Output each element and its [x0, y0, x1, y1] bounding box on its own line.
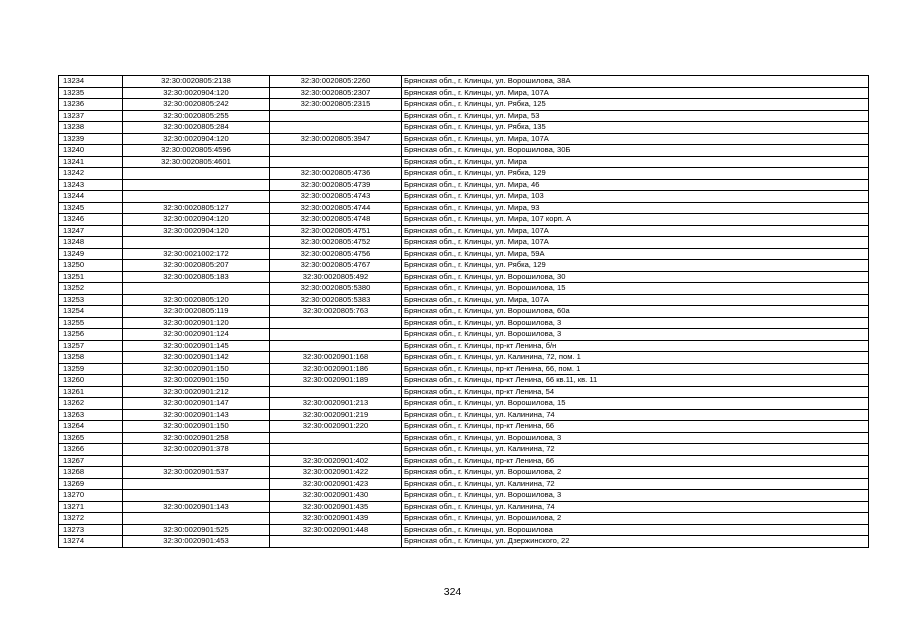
cadastral-number-secondary-cell	[270, 536, 402, 548]
cadastral-number-primary-cell: 32:30:0020901:142	[123, 352, 270, 364]
address-cell: Брянская обл., г. Клинцы, ул. Ворошилова	[402, 524, 869, 536]
row-number-cell: 13252	[59, 283, 123, 295]
row-number-cell: 13257	[59, 340, 123, 352]
table-row	[59, 202, 869, 214]
address-cell: Брянская обл., г. Клинцы, ул. Рябка, 129	[402, 168, 869, 180]
row-number-cell: 13269	[59, 478, 123, 490]
address-cell: Брянская обл., г. Клинцы, ул. Мира, 59А	[402, 248, 869, 260]
cadastral-number-secondary-cell: 32:30:0020805:3947	[270, 133, 402, 145]
cadastral-number-primary-cell: 32:30:0020901:453	[123, 536, 270, 548]
address-cell: Брянская обл., г. Клинцы, пр-кт Ленина, 66 кв.11, кв. 11	[402, 375, 869, 387]
parcel-table	[58, 75, 869, 548]
row-number-cell: 13271	[59, 501, 123, 513]
row-number-cell: 13250	[59, 260, 123, 272]
table-row	[59, 340, 869, 352]
cadastral-number-secondary-cell: 32:30:0020805:2260	[270, 76, 402, 88]
table-row	[59, 110, 869, 122]
address-cell: Брянская обл., г. Клинцы, ул. Рябка, 129	[402, 260, 869, 272]
row-number-cell: 13239	[59, 133, 123, 145]
row-number-cell: 13265	[59, 432, 123, 444]
address-cell: Брянская обл., г. Клинцы, ул. Калинина, 72, пом. 1	[402, 352, 869, 364]
row-number-cell: 13256	[59, 329, 123, 341]
row-number-cell: 13258	[59, 352, 123, 364]
cadastral-number-primary-cell: 32:30:0020901:143	[123, 409, 270, 421]
address-cell: Брянская обл., г. Клинцы, ул. Мира, 107А	[402, 237, 869, 249]
cadastral-number-primary-cell	[123, 455, 270, 467]
cadastral-number-primary-cell: 32:30:0020901:212	[123, 386, 270, 398]
row-number-cell: 13244	[59, 191, 123, 203]
table-row	[59, 524, 869, 536]
cadastral-number-primary-cell	[123, 237, 270, 249]
cadastral-number-secondary-cell: 32:30:0020901:186	[270, 363, 402, 375]
table-row	[59, 386, 869, 398]
address-cell: Брянская обл., г. Клинцы, ул. Мира, 46	[402, 179, 869, 191]
cadastral-number-primary-cell: 32:30:0020901:258	[123, 432, 270, 444]
row-number-cell: 13236	[59, 99, 123, 111]
table-row	[59, 467, 869, 479]
row-number-cell: 13260	[59, 375, 123, 387]
table-body	[59, 76, 869, 548]
cadastral-number-primary-cell: 32:30:0020901:378	[123, 444, 270, 456]
row-number-cell: 13243	[59, 179, 123, 191]
row-number-cell: 13237	[59, 110, 123, 122]
row-number-cell: 13242	[59, 168, 123, 180]
cadastral-number-primary-cell: 32:30:0020904:120	[123, 133, 270, 145]
cadastral-number-secondary-cell	[270, 386, 402, 398]
table-row	[59, 87, 869, 99]
row-number-cell: 13249	[59, 248, 123, 260]
table-row	[59, 432, 869, 444]
cadastral-number-secondary-cell: 32:30:0020901:213	[270, 398, 402, 410]
address-cell: Брянская обл., г. Клинцы, ул. Ворошилова, 3	[402, 432, 869, 444]
cadastral-number-secondary-cell: 32:30:0020805:4739	[270, 179, 402, 191]
row-number-cell: 13245	[59, 202, 123, 214]
cadastral-number-secondary-cell: 32:30:0020901:189	[270, 375, 402, 387]
cadastral-number-primary-cell: 32:30:0020901:120	[123, 317, 270, 329]
cadastral-number-secondary-cell: 32:30:0020901:435	[270, 501, 402, 513]
cadastral-number-primary-cell: 32:30:0020904:120	[123, 87, 270, 99]
table-row	[59, 133, 869, 145]
cadastral-number-secondary-cell	[270, 145, 402, 157]
table-row	[59, 490, 869, 502]
table-row	[59, 421, 869, 433]
row-number-cell: 13263	[59, 409, 123, 421]
cadastral-number-secondary-cell: 32:30:0020901:422	[270, 467, 402, 479]
table-row	[59, 352, 869, 364]
cadastral-number-primary-cell: 32:30:0020901:124	[123, 329, 270, 341]
table-row	[59, 225, 869, 237]
table-row	[59, 99, 869, 111]
address-cell: Брянская обл., г. Клинцы, ул. Дзержинского, 22	[402, 536, 869, 548]
address-cell: Брянская обл., г. Клинцы, пр-кт Ленина, 66	[402, 455, 869, 467]
cadastral-number-secondary-cell: 32:30:0020805:4736	[270, 168, 402, 180]
cadastral-number-secondary-cell: 32:30:0020805:492	[270, 271, 402, 283]
table-row	[59, 501, 869, 513]
cadastral-number-secondary-cell: 32:30:0020901:402	[270, 455, 402, 467]
cadastral-number-primary-cell: 32:30:0020901:150	[123, 375, 270, 387]
cadastral-number-primary-cell	[123, 168, 270, 180]
address-cell: Брянская обл., г. Клинцы, пр-кт Ленина, б/н	[402, 340, 869, 352]
address-cell: Брянская обл., г. Клинцы, ул. Калинина, 72	[402, 444, 869, 456]
cadastral-number-secondary-cell: 32:30:0020901:220	[270, 421, 402, 433]
row-number-cell: 13238	[59, 122, 123, 134]
address-cell: Брянская обл., г. Клинцы, ул. Ворошилова, 30	[402, 271, 869, 283]
row-number-cell: 13272	[59, 513, 123, 525]
row-number-cell: 13235	[59, 87, 123, 99]
table-row	[59, 409, 869, 421]
table-row	[59, 145, 869, 157]
cadastral-number-primary-cell: 32:30:0020901:150	[123, 421, 270, 433]
cadastral-number-secondary-cell: 32:30:0020805:763	[270, 306, 402, 318]
cadastral-number-secondary-cell	[270, 340, 402, 352]
address-cell: Брянская обл., г. Клинцы, ул. Мира	[402, 156, 869, 168]
address-cell: Брянская обл., г. Клинцы, ул. Ворошилова, 3	[402, 329, 869, 341]
address-cell: Брянская обл., г. Клинцы, ул. Калинина, 72	[402, 478, 869, 490]
address-cell: Брянская обл., г. Клинцы, ул. Рябка, 125	[402, 99, 869, 111]
cadastral-number-primary-cell: 32:30:0020805:2138	[123, 76, 270, 88]
row-number-cell: 13259	[59, 363, 123, 375]
address-cell: Брянская обл., г. Клинцы, ул. Мира, 53	[402, 110, 869, 122]
cadastral-number-secondary-cell: 32:30:0020805:2307	[270, 87, 402, 99]
cadastral-number-primary-cell: 32:30:0020805:207	[123, 260, 270, 272]
table-row	[59, 248, 869, 260]
cadastral-number-secondary-cell: 32:30:0020901:448	[270, 524, 402, 536]
address-cell: Брянская обл., г. Клинцы, ул. Ворошилова, 3	[402, 317, 869, 329]
cadastral-number-primary-cell: 32:30:0020805:255	[123, 110, 270, 122]
row-number-cell: 13255	[59, 317, 123, 329]
cadastral-number-primary-cell: 32:30:0020901:145	[123, 340, 270, 352]
table-row	[59, 478, 869, 490]
row-number-cell: 13253	[59, 294, 123, 306]
cadastral-number-secondary-cell	[270, 444, 402, 456]
cadastral-number-primary-cell: 32:30:0020805:127	[123, 202, 270, 214]
table-row	[59, 513, 869, 525]
address-cell: Брянская обл., г. Клинцы, ул. Мира, 107А	[402, 133, 869, 145]
row-number-cell: 13240	[59, 145, 123, 157]
cadastral-number-primary-cell	[123, 490, 270, 502]
row-number-cell: 13262	[59, 398, 123, 410]
cadastral-number-primary-cell: 32:30:0020805:242	[123, 99, 270, 111]
cadastral-number-primary-cell	[123, 283, 270, 295]
cadastral-number-secondary-cell: 32:30:0020805:4756	[270, 248, 402, 260]
cadastral-number-secondary-cell: 32:30:0020805:4744	[270, 202, 402, 214]
cadastral-number-secondary-cell: 32:30:0020805:5383	[270, 294, 402, 306]
cadastral-number-secondary-cell: 32:30:0020901:168	[270, 352, 402, 364]
cadastral-number-secondary-cell: 32:30:0020805:4752	[270, 237, 402, 249]
cadastral-number-secondary-cell: 32:30:0020901:219	[270, 409, 402, 421]
cadastral-number-primary-cell: 32:30:0020901:147	[123, 398, 270, 410]
cadastral-number-primary-cell	[123, 191, 270, 203]
cadastral-number-secondary-cell: 32:30:0020901:423	[270, 478, 402, 490]
row-number-cell: 13254	[59, 306, 123, 318]
table-row	[59, 294, 869, 306]
table-row	[59, 283, 869, 295]
cadastral-number-primary-cell	[123, 179, 270, 191]
cadastral-number-primary-cell: 32:30:0020901:150	[123, 363, 270, 375]
table-row	[59, 271, 869, 283]
address-cell: Брянская обл., г. Клинцы, ул. Рябка, 135	[402, 122, 869, 134]
row-number-cell: 13264	[59, 421, 123, 433]
table-row	[59, 317, 869, 329]
table-row	[59, 363, 869, 375]
table-row	[59, 260, 869, 272]
row-number-cell: 13268	[59, 467, 123, 479]
page-number: 324	[443, 586, 462, 598]
address-cell: Брянская обл., г. Клинцы, ул. Мира, 93	[402, 202, 869, 214]
cadastral-number-primary-cell	[123, 513, 270, 525]
table-row	[59, 237, 869, 249]
row-number-cell: 13247	[59, 225, 123, 237]
table-row	[59, 122, 869, 134]
cadastral-number-secondary-cell: 32:30:0020901:439	[270, 513, 402, 525]
cadastral-number-secondary-cell	[270, 432, 402, 444]
cadastral-number-primary-cell: 32:30:0020805:284	[123, 122, 270, 134]
cadastral-number-primary-cell: 32:30:0020805:4601	[123, 156, 270, 168]
cadastral-number-primary-cell: 32:30:0020901:537	[123, 467, 270, 479]
cadastral-number-secondary-cell	[270, 156, 402, 168]
table-row	[59, 536, 869, 548]
row-number-cell: 13248	[59, 237, 123, 249]
address-cell: Брянская обл., г. Клинцы, ул. Калинина, 74	[402, 409, 869, 421]
row-number-cell: 13274	[59, 536, 123, 548]
cadastral-number-primary-cell: 32:30:0020904:120	[123, 214, 270, 226]
address-cell: Брянская обл., г. Клинцы, пр-кт Ленина, 54	[402, 386, 869, 398]
cadastral-number-secondary-cell: 32:30:0020805:4751	[270, 225, 402, 237]
cadastral-number-secondary-cell: 32:30:0020805:4748	[270, 214, 402, 226]
table-row	[59, 398, 869, 410]
table-row	[59, 214, 869, 226]
cadastral-number-primary-cell: 32:30:0020901:525	[123, 524, 270, 536]
cadastral-number-primary-cell: 32:30:0020805:119	[123, 306, 270, 318]
row-number-cell: 13251	[59, 271, 123, 283]
row-number-cell: 13241	[59, 156, 123, 168]
cadastral-number-primary-cell: 32:30:0021002:172	[123, 248, 270, 260]
cadastral-number-primary-cell: 32:30:0020805:120	[123, 294, 270, 306]
row-number-cell: 13234	[59, 76, 123, 88]
table-row	[59, 191, 869, 203]
cadastral-number-secondary-cell: 32:30:0020805:4743	[270, 191, 402, 203]
table-row	[59, 168, 869, 180]
cadastral-number-secondary-cell: 32:30:0020901:430	[270, 490, 402, 502]
address-cell: Брянская обл., г. Клинцы, ул. Ворошилова, 38А	[402, 76, 869, 88]
address-cell: Брянская обл., г. Клинцы, ул. Мира, 107А	[402, 294, 869, 306]
cadastral-number-secondary-cell: 32:30:0020805:2315	[270, 99, 402, 111]
cadastral-number-primary-cell	[123, 478, 270, 490]
cadastral-number-primary-cell: 32:30:0020901:143	[123, 501, 270, 513]
row-number-cell: 13273	[59, 524, 123, 536]
address-cell: Брянская обл., г. Клинцы, ул. Ворошилова, 15	[402, 283, 869, 295]
row-number-cell: 13267	[59, 455, 123, 467]
address-cell: Брянская обл., г. Клинцы, ул. Мира, 107А	[402, 87, 869, 99]
table-row	[59, 444, 869, 456]
address-cell: Брянская обл., г. Клинцы, ул. Ворошилова, 60а	[402, 306, 869, 318]
address-cell: Брянская обл., г. Клинцы, ул. Ворошилова, 2	[402, 467, 869, 479]
cadastral-number-secondary-cell	[270, 122, 402, 134]
cadastral-number-secondary-cell	[270, 110, 402, 122]
table-row	[59, 375, 869, 387]
address-cell: Брянская обл., г. Клинцы, пр-кт Ленина, 66, пом. 1	[402, 363, 869, 375]
address-cell: Брянская обл., г. Клинцы, ул. Мира, 107А	[402, 225, 869, 237]
address-cell: Брянская обл., г. Клинцы, ул. Мира, 103	[402, 191, 869, 203]
cadastral-number-secondary-cell	[270, 329, 402, 341]
address-cell: Брянская обл., г. Клинцы, ул. Ворошилова, 30Б	[402, 145, 869, 157]
table-row	[59, 179, 869, 191]
cadastral-number-primary-cell: 32:30:0020805:4596	[123, 145, 270, 157]
table-row	[59, 156, 869, 168]
address-cell: Брянская обл., г. Клинцы, ул. Ворошилова, 15	[402, 398, 869, 410]
cadastral-number-primary-cell: 32:30:0020904:120	[123, 225, 270, 237]
address-cell: Брянская обл., г. Клинцы, пр-кт Ленина, 66	[402, 421, 869, 433]
cadastral-number-primary-cell: 32:30:0020805:183	[123, 271, 270, 283]
address-cell: Брянская обл., г. Клинцы, ул. Ворошилова, 3	[402, 490, 869, 502]
table-row	[59, 329, 869, 341]
row-number-cell: 13270	[59, 490, 123, 502]
cadastral-number-secondary-cell	[270, 317, 402, 329]
address-cell: Брянская обл., г. Клинцы, ул. Мира, 107 корп. А	[402, 214, 869, 226]
row-number-cell: 13266	[59, 444, 123, 456]
table-row	[59, 306, 869, 318]
address-cell: Брянская обл., г. Клинцы, ул. Калинина, 74	[402, 501, 869, 513]
cadastral-number-secondary-cell: 32:30:0020805:5380	[270, 283, 402, 295]
table-row	[59, 455, 869, 467]
cadastral-number-secondary-cell: 32:30:0020805:4767	[270, 260, 402, 272]
row-number-cell: 13246	[59, 214, 123, 226]
table-row	[59, 76, 869, 88]
address-cell: Брянская обл., г. Клинцы, ул. Ворошилова, 2	[402, 513, 869, 525]
row-number-cell: 13261	[59, 386, 123, 398]
